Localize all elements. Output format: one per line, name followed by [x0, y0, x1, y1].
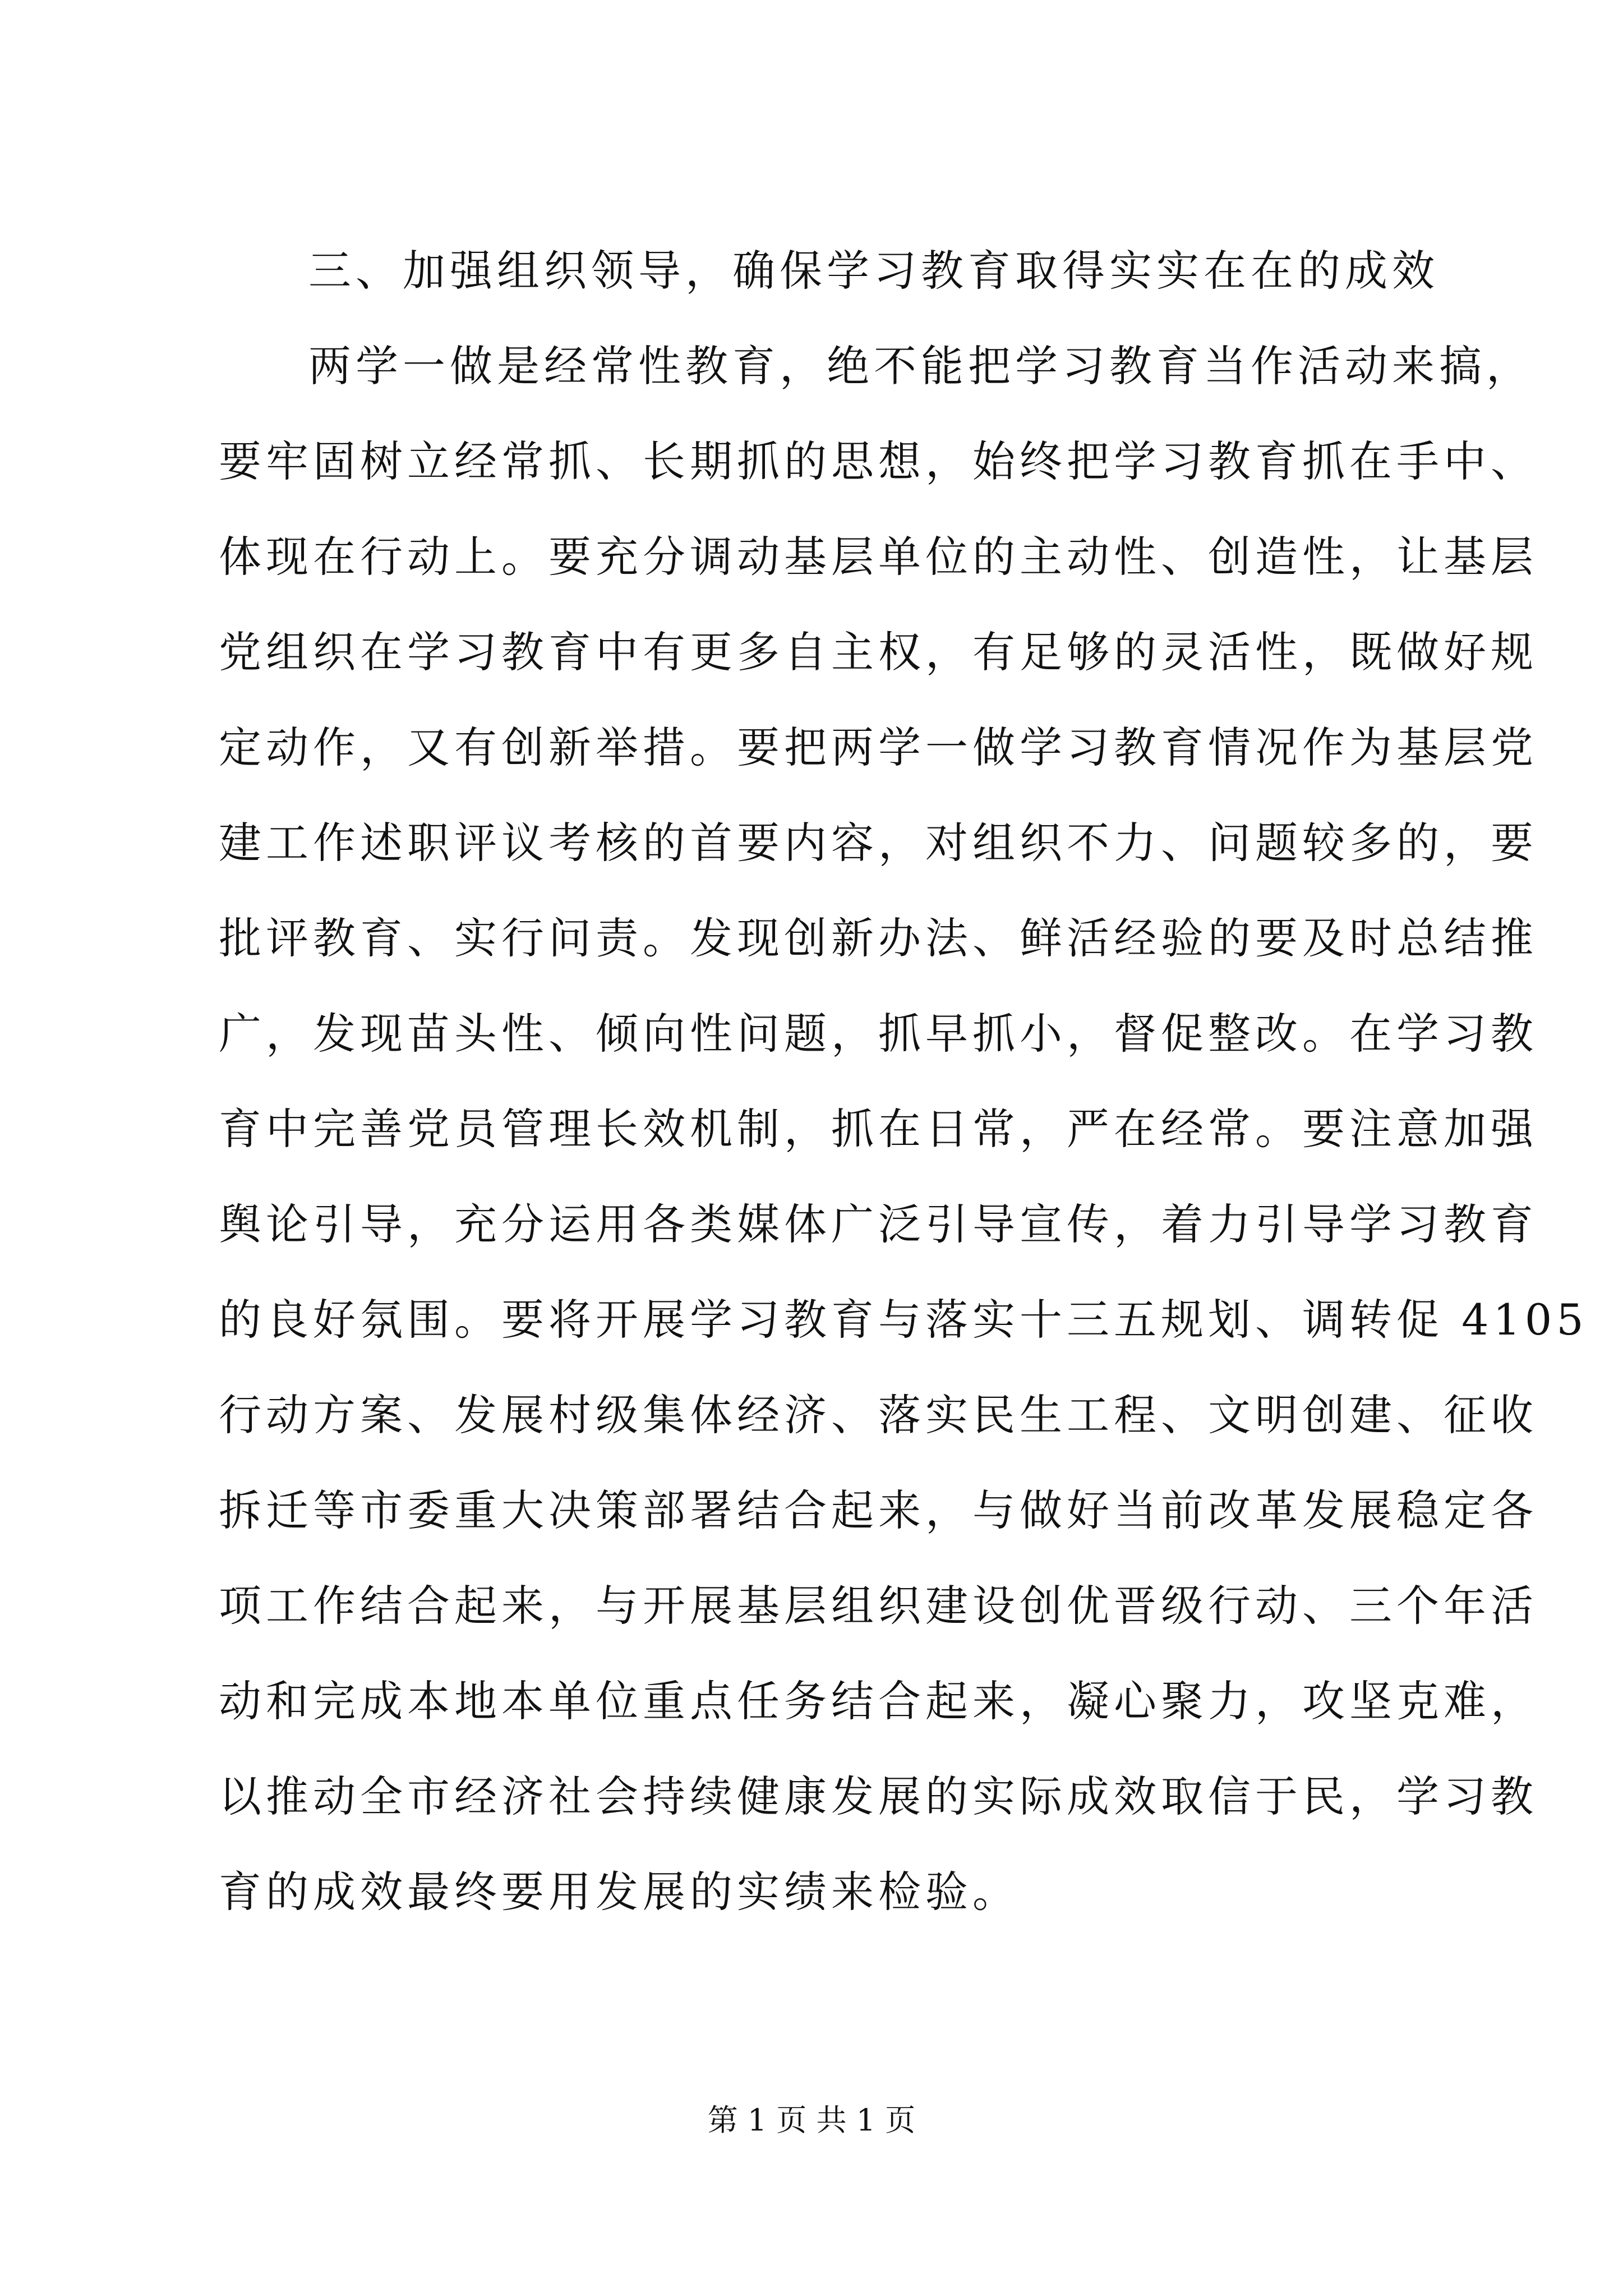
paragraph-line: 批评教育、实行问责。发现创新办法、鲜活经验的要及时总结推 — [219, 913, 1538, 963]
body-text — [219, 223, 1588, 1940]
paragraph-line: 体现在行动上。要充分调动基层单位的主动性、创造性，让基层 — [219, 532, 1538, 582]
paragraph-line: 行动方案、发展村级集体经济、落实民生工程、文明创建、征收 — [219, 1390, 1538, 1440]
paragraph-line: 两学一做是经常性教育，绝不能把学习教育当作活动来搞， — [308, 341, 1533, 391]
paragraph-line: 要牢固树立经常抓、长期抓的思想，始终把学习教育抓在手中、 — [219, 436, 1538, 486]
paragraph-line: 以推动全市经济社会持续健康发展的实际成效取信于民，学习教 — [219, 1772, 1538, 1821]
paragraph-line: 建工作述职评议考核的首要内容，对组织不力、问题较多的，要 — [219, 818, 1538, 868]
page-footer: 第 1 页 共 1 页 — [707, 2102, 916, 2138]
paragraph-line: 项工作结合起来，与开展基层组织建设创优晋级行动、三个年活 — [219, 1581, 1538, 1631]
paragraph-line: 党组织在学习教育中有更多自主权，有足够的灵活性，既做好规 — [219, 627, 1538, 677]
paragraph-line: 的良好氛围。要将开展学习教育与落实十三五规划、调转促 4105 — [219, 1295, 1588, 1345]
paragraph-line: 育的成效最终要用发展的实绩来检验。 — [219, 1867, 1020, 1917]
paragraph-line: 动和完成本地本单位重点任务结合起来，凝心聚力，攻坚克难， — [219, 1676, 1538, 1726]
paragraph-line: 定动作，又有创新举措。要把两学一做学习教育情况作为基层党 — [219, 723, 1538, 772]
section-heading: 三、加强组织领导，确保学习教育取得实实在在的成效 — [308, 246, 1439, 296]
paragraph-line: 拆迁等市委重大决策部署结合起来，与做好当前改革发展稳定各 — [219, 1485, 1538, 1535]
paragraph-line: 广，发现苗头性、倾向性问题，抓早抓小，督促整改。在学习教 — [219, 1009, 1538, 1059]
paragraph-line: 舆论引导，充分运用各类媒体广泛引导宣传，着力引导学习教育 — [219, 1199, 1538, 1249]
paragraph-line: 育中完善党员管理长效机制，抓在日常，严在经常。要注意加强 — [219, 1104, 1538, 1154]
